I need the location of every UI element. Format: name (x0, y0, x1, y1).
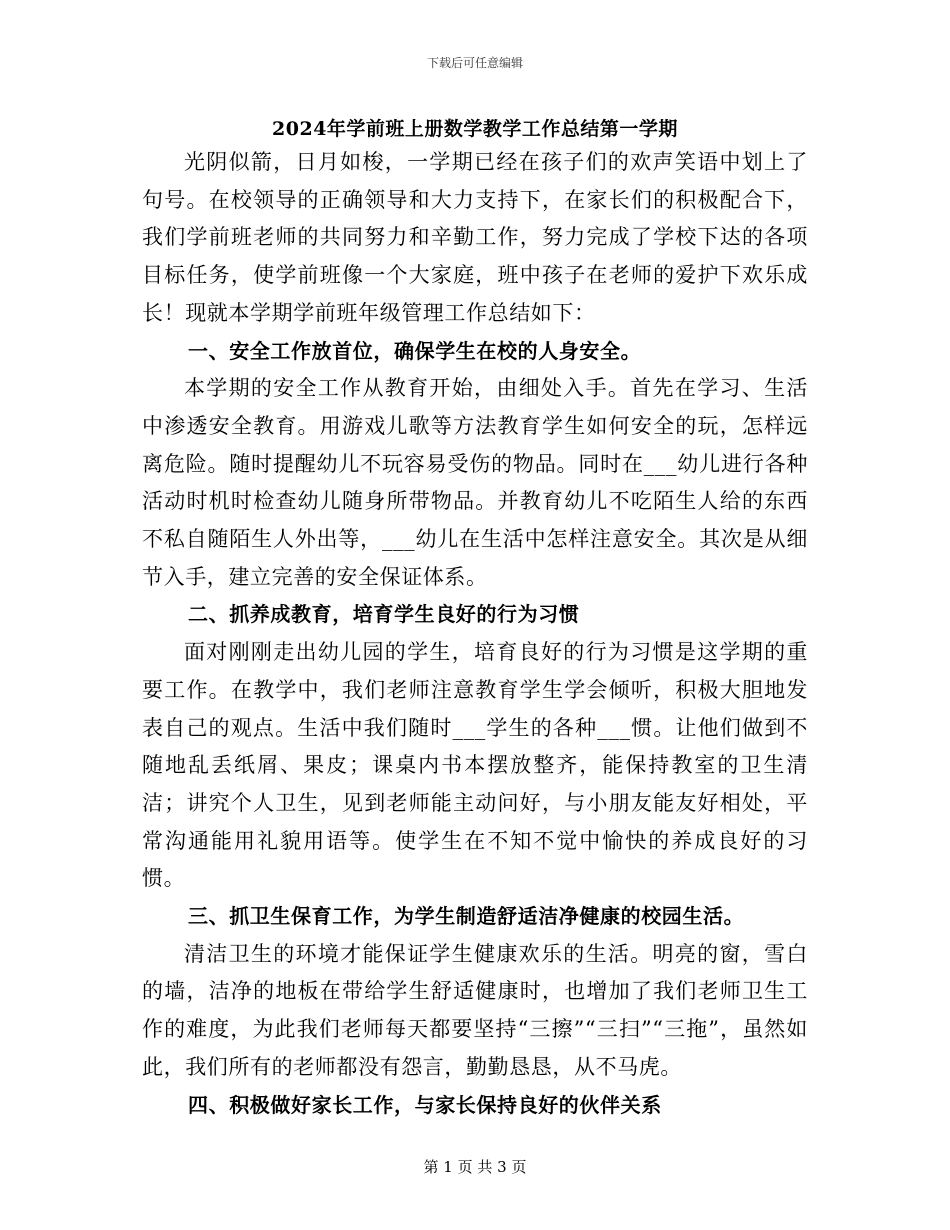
document-title: 2024年学前班上册数学教学工作总结第一学期 (272, 118, 678, 140)
section-heading-4: 四、积极做好家长工作，与家长保持良好的伙伴关系 (188, 1092, 662, 1117)
header-note: 下载后可任意编辑 (426, 56, 523, 70)
intro-paragraph: 光阴似箭，日月如梭，一学期已经在孩子们的欢声笑语中划上了句号。在校领导的正确领导和大力支持下，在家长们的积极配合下，我们学前班老师的共同努力和辛勤工作，努力完成了学校下达的各项目标任务，使学前班像一个大家庭，班中孩子在老师的爱护下欢乐成长！现就本学期学前班年级管理工作总结如下： (142, 150, 808, 325)
section-paragraph-2: 面对刚刚走出幼儿园的学生，培育良好的行为习惯是这学期的重要工作。在教学中，我们老师注意教育学生学会倾听，积极大胆地发表自己的观点。生活中我们随时___学生的各种___惯。让他们做到不随地乱丢纸屑、果皮；课桌内书本摆放整齐，能保持教室的卫生清洁；讲究个人卫生，见到老师能主动问好，与小朋友能友好相处，平常沟通能用礼貌用语等。使学生在不知不觉中愉快的养成良好的习惯。 (142, 640, 808, 891)
page-number-footer: 第 1 页 共 3 页 (423, 1158, 527, 1176)
document-body (142, 144, 808, 1124)
section-paragraph-1: 本学期的安全工作从教育开始，由细处入手。首先在学习、生活中渗透安全教育。用游戏儿歌等方法教育学生如何安全的玩，怎样远离危险。随时提醒幼儿不玩容易受伤的物品。同时在___幼儿进行各种活动时机时检查幼儿随身所带物品。并教育幼儿不吃陌生人给的东西不私自随陌生人外出等，___幼儿在生活中怎样注意安全。其次是从细节入手，建立完善的安全保证体系。 (142, 376, 808, 589)
section-paragraph-3: 清洁卫生的环境才能保证学生健康欢乐的生活。明亮的窗，雪白的墙，洁净的地板在带给学生舒适健康时，也增加了我们老师卫生工作的难度，为此我们老师每天都要坚持“三擦”“三扫”“三拖”，虽然如此，我们所有的老师都没有怨言，勤勤恳恳，从不马虎。 (142, 941, 808, 1079)
section-heading-1: 一、安全工作放首位，确保学生在校的人身安全。 (188, 338, 642, 363)
section-heading-2: 二、抓养成教育，培育学生良好的行为习惯 (188, 602, 580, 627)
section-heading-3: 三、抓卫生保育工作，为学生制造舒适洁净健康的校园生活。 (188, 904, 745, 929)
